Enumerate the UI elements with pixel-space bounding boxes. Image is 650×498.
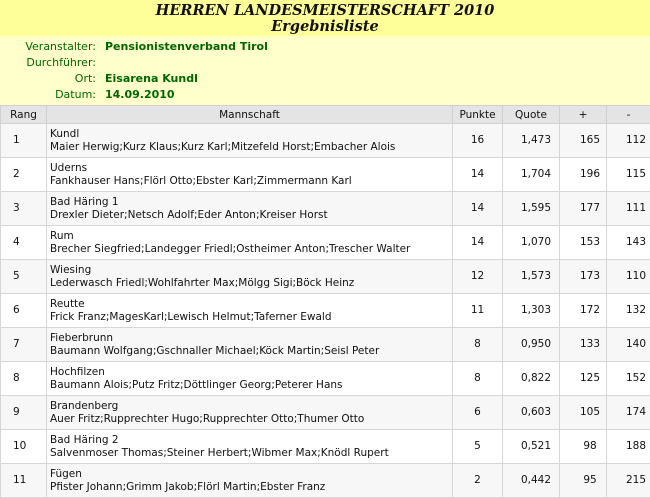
punkte-cell: 14: [453, 192, 503, 226]
table-row: [1, 226, 650, 260]
punkte-cell: 2: [453, 464, 503, 498]
plus-cell: 196: [560, 158, 607, 192]
team-members: Salvenmoser Thomas;Steiner Herbert;Wibmer Max;Knödl Rupert: [50, 447, 452, 460]
team-cell: [47, 260, 453, 294]
rang-cell: 9: [1, 396, 47, 430]
team-name: Rum: [50, 230, 452, 243]
title-band: [0, 0, 650, 36]
column-header-rang[interactable]: Rang: [1, 106, 47, 124]
quote-cell: 1,704: [503, 158, 560, 192]
team-cell: [47, 396, 453, 430]
plus-cell: 173: [560, 260, 607, 294]
team-members: Fankhauser Hans;Flörl Otto;Ebster Karl;Zimmermann Karl: [50, 175, 452, 188]
team-name: Bad Häring 1: [50, 196, 452, 209]
team-name: Fieberbrunn: [50, 332, 452, 345]
team-members: Lederwasch Friedl;Wohlfahrter Max;Mölgg Sigi;Böck Heinz: [50, 277, 452, 290]
rang-cell: 8: [1, 362, 47, 396]
plus-cell: 133: [560, 328, 607, 362]
quote-cell: 0,603: [503, 396, 560, 430]
table-row: [1, 464, 650, 498]
team-cell: [47, 362, 453, 396]
team-members: Auer Fritz;Rupprechter Hugo;Rupprechter Otto;Thumer Otto: [50, 413, 452, 426]
table-row: [1, 430, 650, 464]
veranstalter-label: Veranstalter:: [0, 39, 96, 55]
results-table: [0, 105, 650, 498]
minus-cell: 152: [607, 362, 650, 396]
team-name: Uderns: [50, 162, 452, 175]
punkte-cell: 5: [453, 430, 503, 464]
team-members: Brecher Siegfried;Landegger Friedl;Ostheimer Anton;Trescher Walter: [50, 243, 452, 256]
ort-value: Eisarena Kundl: [96, 71, 198, 87]
plus-cell: 153: [560, 226, 607, 260]
quote-cell: 0,950: [503, 328, 560, 362]
column-header-quote[interactable]: Quote: [503, 106, 560, 124]
table-row: [1, 260, 650, 294]
column-header-punkte[interactable]: Punkte: [453, 106, 503, 124]
plus-cell: 125: [560, 362, 607, 396]
ort-label: Ort:: [0, 71, 96, 87]
table-row: [1, 328, 650, 362]
minus-cell: 111: [607, 192, 650, 226]
quote-cell: 1,303: [503, 294, 560, 328]
punkte-cell: 12: [453, 260, 503, 294]
minus-cell: 174: [607, 396, 650, 430]
results-body: [1, 124, 650, 498]
minus-cell: 143: [607, 226, 650, 260]
veranstalter-value: Pensionistenverband Tirol: [96, 39, 268, 55]
team-cell: [47, 158, 453, 192]
page-title: HERREN LANDESMEISTERSCHAFT 2010: [0, 3, 650, 19]
team-cell: [47, 464, 453, 498]
rang-cell: 10: [1, 430, 47, 464]
punkte-cell: 14: [453, 226, 503, 260]
team-name: Hochfilzen: [50, 366, 452, 379]
rang-cell: 2: [1, 158, 47, 192]
plus-cell: 172: [560, 294, 607, 328]
rang-cell: 1: [1, 124, 47, 158]
quote-cell: 0,521: [503, 430, 560, 464]
table-row: [1, 362, 650, 396]
plus-cell: 177: [560, 192, 607, 226]
punkte-cell: 11: [453, 294, 503, 328]
column-header-mannschaft[interactable]: Mannschaft: [47, 106, 453, 124]
quote-cell: 1,595: [503, 192, 560, 226]
table-row: [1, 294, 650, 328]
team-cell: [47, 430, 453, 464]
team-cell: [47, 294, 453, 328]
table-header-row: [1, 106, 650, 124]
quote-cell: 1,070: [503, 226, 560, 260]
team-name: Wiesing: [50, 264, 452, 277]
rang-cell: 11: [1, 464, 47, 498]
punkte-cell: 6: [453, 396, 503, 430]
durchfuehrer-value: [96, 55, 105, 71]
team-members: Frick Franz;MagesKarl;Lewisch Helmut;Taferner Ewald: [50, 311, 452, 324]
info-row-datum: [0, 87, 650, 103]
team-cell: [47, 328, 453, 362]
table-row: [1, 158, 650, 192]
quote-cell: 0,822: [503, 362, 560, 396]
team-members: Drexler Dieter;Netsch Adolf;Eder Anton;Kreiser Horst: [50, 209, 452, 222]
punkte-cell: 16: [453, 124, 503, 158]
team-members: Baumann Alois;Putz Fritz;Döttlinger Georg;Peterer Hans: [50, 379, 452, 392]
plus-cell: 98: [560, 430, 607, 464]
datum-label: Datum:: [0, 87, 96, 103]
page-subtitle: Ergebnisliste: [0, 19, 650, 35]
team-cell: [47, 124, 453, 158]
info-row-veranstalter: [0, 39, 650, 55]
team-name: Brandenberg: [50, 400, 452, 413]
rang-cell: 4: [1, 226, 47, 260]
team-members: Maier Herwig;Kurz Klaus;Kurz Karl;Mitzefeld Horst;Embacher Alois: [50, 141, 452, 154]
team-members: Baumann Wolfgang;Gschnaller Michael;Köck Martin;Seisl Peter: [50, 345, 452, 358]
durchfuehrer-label: Durchführer:: [0, 55, 96, 71]
plus-cell: 165: [560, 124, 607, 158]
team-name: Kundl: [50, 128, 452, 141]
punkte-cell: 8: [453, 328, 503, 362]
minus-cell: 112: [607, 124, 650, 158]
rang-cell: 3: [1, 192, 47, 226]
team-cell: [47, 226, 453, 260]
rang-cell: 6: [1, 294, 47, 328]
team-members: Pfister Johann;Grimm Jakob;Flörl Martin;Ebster Franz: [50, 481, 452, 494]
minus-cell: 115: [607, 158, 650, 192]
quote-cell: 0,442: [503, 464, 560, 498]
rang-cell: 7: [1, 328, 47, 362]
plus-cell: 105: [560, 396, 607, 430]
column-header-minus[interactable]: -: [607, 106, 650, 124]
team-name: Fügen: [50, 468, 452, 481]
minus-cell: 110: [607, 260, 650, 294]
team-name: Reutte: [50, 298, 452, 311]
punkte-cell: 8: [453, 362, 503, 396]
table-row: [1, 192, 650, 226]
event-info: [0, 36, 650, 105]
column-header-plus[interactable]: +: [560, 106, 607, 124]
rang-cell: 5: [1, 260, 47, 294]
plus-cell: 95: [560, 464, 607, 498]
team-cell: [47, 192, 453, 226]
datum-value: 14.09.2010: [96, 87, 175, 103]
table-row: [1, 124, 650, 158]
minus-cell: 188: [607, 430, 650, 464]
quote-cell: 1,573: [503, 260, 560, 294]
table-row: [1, 396, 650, 430]
punkte-cell: 14: [453, 158, 503, 192]
minus-cell: 215: [607, 464, 650, 498]
minus-cell: 140: [607, 328, 650, 362]
team-name: Bad Häring 2: [50, 434, 452, 447]
info-row-ort: [0, 71, 650, 87]
info-row-durchfuehrer: [0, 55, 650, 71]
minus-cell: 132: [607, 294, 650, 328]
quote-cell: 1,473: [503, 124, 560, 158]
